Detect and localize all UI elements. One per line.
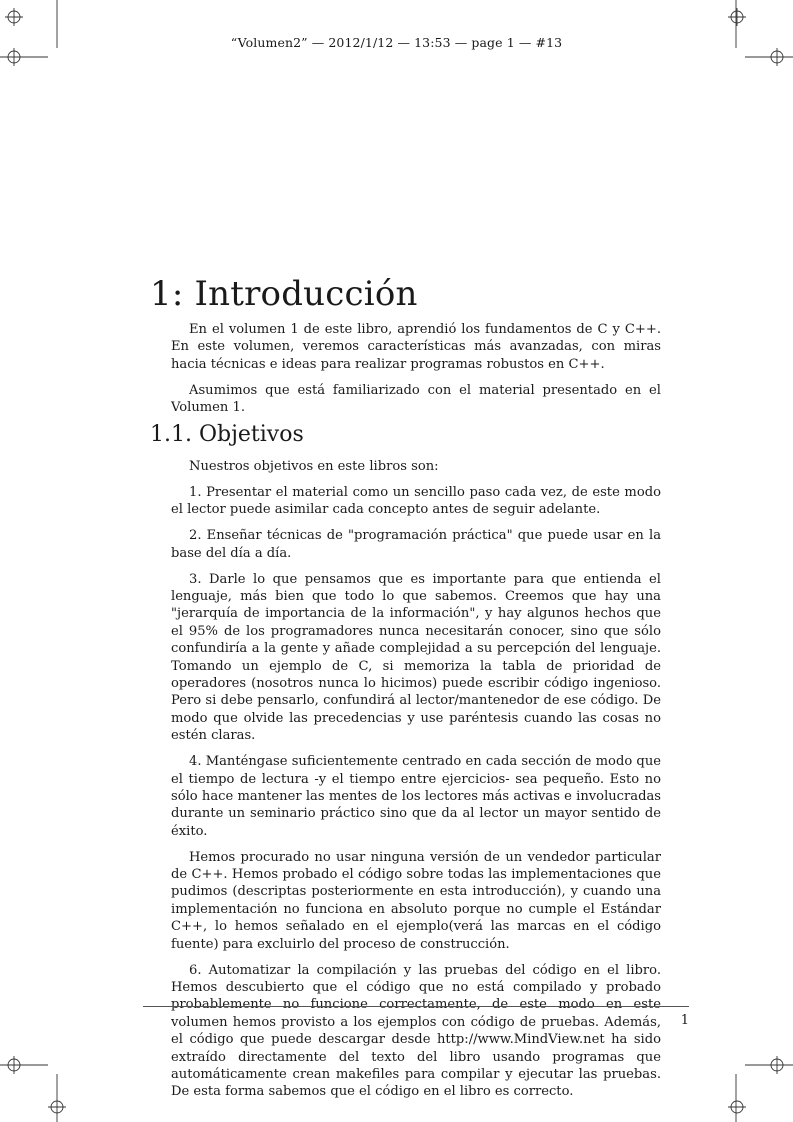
running-head: “Volumen2” — 2012/1/12 — 13:53 — page 1 — #13: [230, 35, 563, 50]
body-paragraph: 4. Manténgase suficientemente centrado en cada sección de modo que el tiempo de lectura -y el tiempo entre ejercicios- sea pequeño. Esto no sólo hace mantener las mentes de los lectores más activas e involucradas durante un seminario práctico sino que da al lector un mayor sentido de éxito.: [171, 754, 661, 839]
intro-paragraph: En el volumen 1 de este libro, aprendió los fundamentos de C y C++. En este volumen, veremos características más avanzadas, con miras hacia técnicas e ideas para realizar programas robustos en C++.: [171, 322, 661, 372]
body-paragraph: 3. Darle lo que pensamos que es importante para que entienda el lenguaje, más bien que todo lo que sabemos. Creemos que hay una "jerarquía de importancia de la información", y hay algunos hechos que el 95% de los programadores nunca necesitarán conocer, sino que sólo confundiría a la gente y añade complejidad a su percepción del lenguaje. Tomando un ejemplo de C, si memoriza la tabla de prioridad de operadores (nosotros nunca lo hicimos) puede escribir código ingenioso. Pero si debe pensarlo, confundirá al lector/mantenedor de ese código. De modo que olvide las precedencias y use paréntesis cuando las cosas no estén claras.: [171, 571, 661, 744]
crop-mark-bottom-left: [0, 1052, 70, 1122]
body-paragraph: 6. Automatizar la compilación y las pruebas del código en el libro. Hemos descubierto que el código que no está compilado y probado probablemente no funcione correctamente, de este modo en este volumen hemos provisto a los ejemplos con código de pruebas. Además, el código que puede descargar desde http://www.MindView.net ha sido extraído directamente del texto del libro usando programas que automáticamente crean makefiles para compilar y ejecutar las pruebas. De esta forma sabemos que el código en el libro es correcto.: [171, 962, 661, 1100]
chapter-title: 1: Introducción: [150, 274, 418, 314]
body-paragraph: 2. Enseñar técnicas de "programación práctica" que puede usar en la base del día a día.: [171, 528, 661, 561]
body-paragraph: Hemos procurado no usar ninguna versión de un vendedor particular de C++. Hemos probado el código sobre todas las implementaciones que pudimos (descriptas posteriormente en esta introducción), y cuando una implementación no funciona en absoluto porque no cumple el Estándar C++, lo hemos señalado en el ejemplo(verá las marcas en el código fuente) para excluirlo del proceso de construcción.: [171, 849, 661, 952]
footer-rule: [143, 1006, 689, 1007]
page-number: 1: [680, 1013, 689, 1028]
body-paragraph: 1. Presentar el material como un sencillo paso cada vez, de este modo el lector puede asimilar cada concepto antes de seguir adelante.: [171, 484, 661, 518]
chapter-intro: [171, 321, 661, 417]
crop-mark-bottom-right: [723, 1052, 793, 1122]
intro-paragraph: Asumimos que está familiarizado con el material presentado en el Volumen 1.: [171, 382, 661, 416]
section-title: 1.1. Objetivos: [150, 422, 304, 447]
body-paragraph: Nuestros objetivos en este libros son:: [189, 459, 439, 474]
section-body: [171, 458, 661, 1101]
